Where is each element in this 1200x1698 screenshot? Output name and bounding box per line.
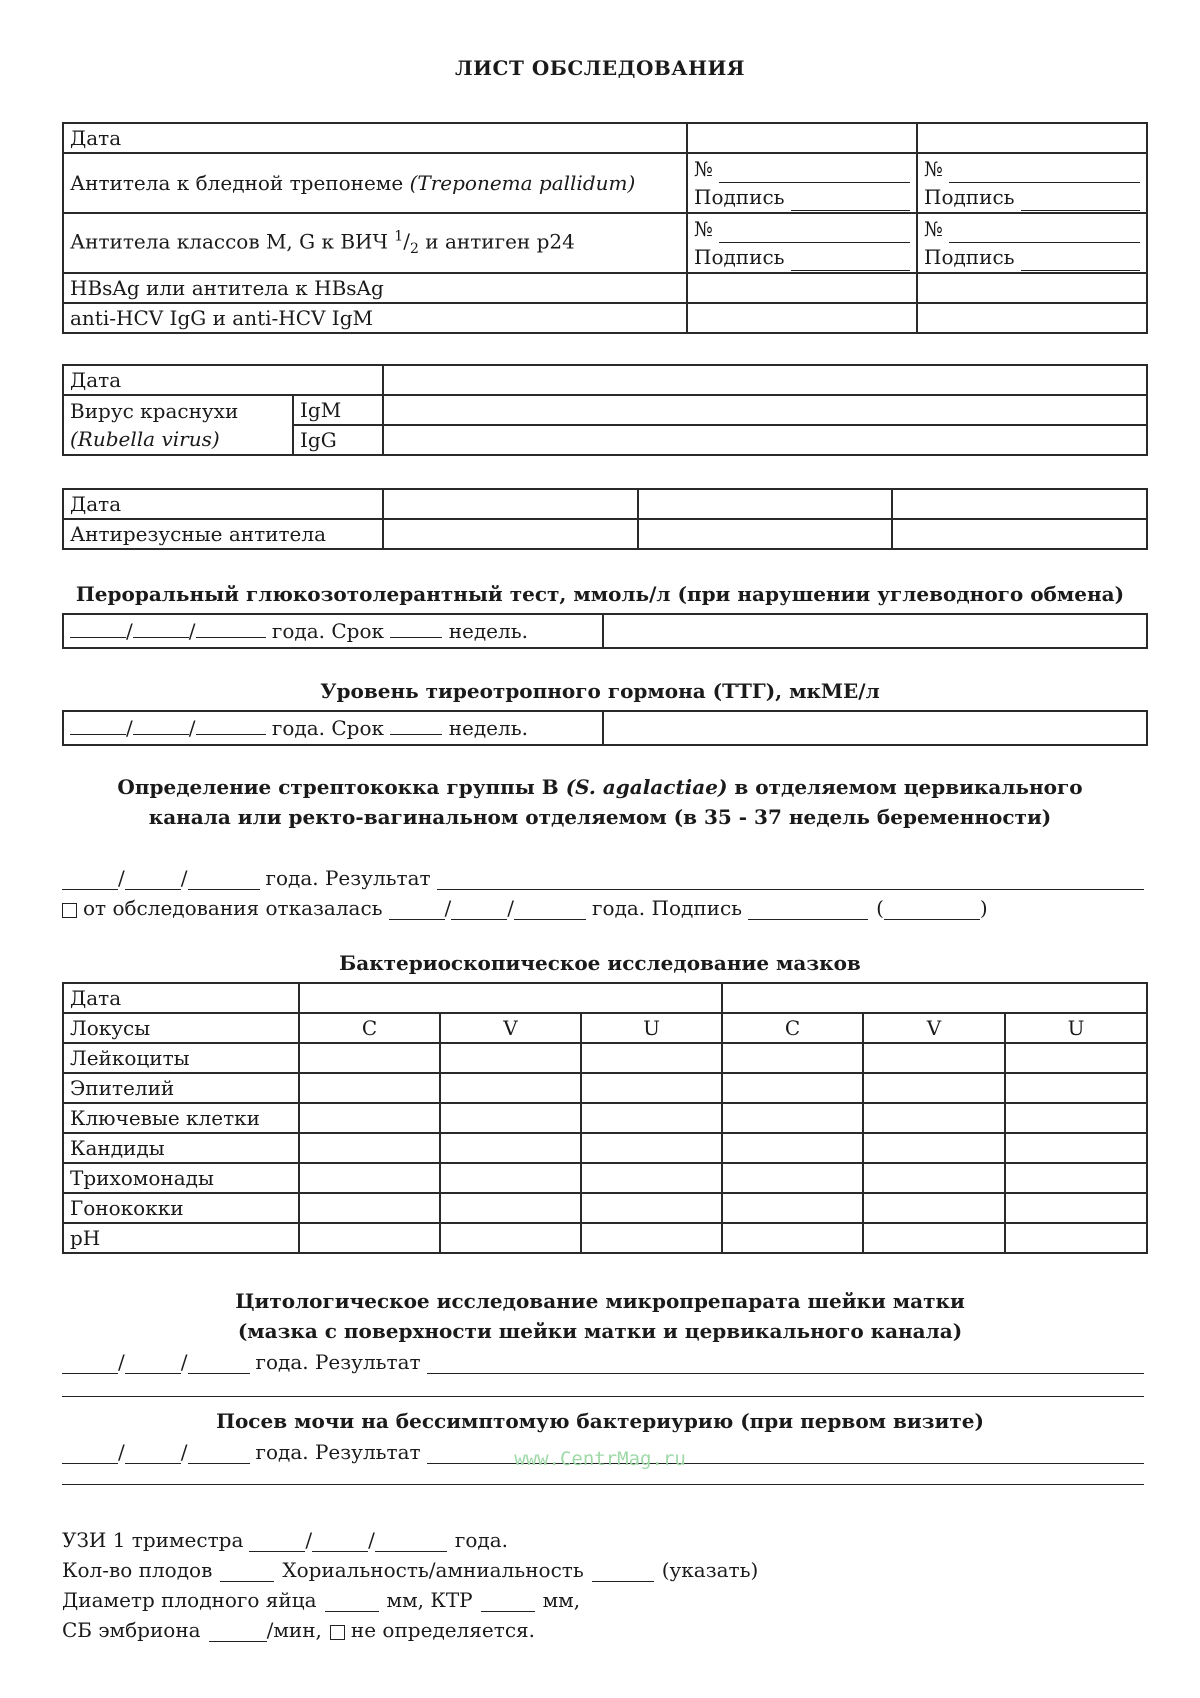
signature-label: Подпись (924, 185, 1015, 209)
signature-field[interactable] (791, 192, 910, 211)
date-cell[interactable] (299, 983, 722, 1013)
table-row (63, 153, 1147, 213)
row-label: pH (63, 1223, 299, 1253)
table-row (63, 213, 1147, 273)
fetus-count-field[interactable] (220, 1563, 274, 1582)
result-cell[interactable] (299, 1103, 440, 1133)
date-cell[interactable] (638, 489, 892, 519)
row-label: Гонококки (63, 1193, 299, 1223)
result-cell[interactable] (863, 1133, 1005, 1163)
date-cell[interactable] (383, 489, 638, 519)
result-cell[interactable] (603, 711, 1147, 745)
signature-label: Подпись (924, 245, 1015, 269)
strep-heading: Определение стрептококка группы В (S. agalactiae) в отделяемом цервикального канала или ректо-вагинальном отделяемом (в 35 - 37 недель беременности) (117, 775, 1083, 829)
result-cell[interactable] (722, 1193, 863, 1223)
cyto-extra-line[interactable] (62, 1396, 1144, 1397)
number-field[interactable] (949, 224, 1140, 243)
signature-name-field[interactable] (884, 901, 980, 920)
result-cell[interactable] (440, 1103, 581, 1133)
ktr-field[interactable] (481, 1593, 535, 1612)
per-minute-label: /мин, (266, 1618, 322, 1642)
number-label: № (694, 217, 713, 241)
igm-label: IgM (293, 395, 383, 425)
signature-label: Подпись (694, 185, 785, 209)
locus-label: Локусы (63, 1013, 299, 1043)
result-cell[interactable] (863, 1073, 1005, 1103)
mm-label: мм, (542, 1588, 581, 1612)
result-cell[interactable] (722, 1163, 863, 1193)
number-label: № (924, 217, 943, 241)
date-cell[interactable] (917, 123, 1147, 153)
result-cell[interactable] (440, 1043, 581, 1073)
signature-label: Подпись (694, 245, 785, 269)
result-cell[interactable] (687, 213, 917, 273)
result-cell[interactable] (581, 1103, 722, 1133)
result-cell[interactable] (299, 1133, 440, 1163)
ttg-table (62, 710, 1148, 746)
cyto-result-row: / / года. Результат (62, 1350, 1144, 1374)
result-cell[interactable] (581, 1073, 722, 1103)
chorionicity-field[interactable] (592, 1563, 654, 1582)
result-cell[interactable] (1005, 1223, 1147, 1253)
glucose-heading: Пероральный глюкозотолерантный тест, ммоль/л (при нарушении углеводного обмена) (75, 582, 1125, 606)
table-row (63, 123, 1147, 153)
month-field[interactable] (451, 901, 507, 920)
table-row (63, 1133, 1147, 1163)
result-cell[interactable] (299, 1193, 440, 1223)
result-cell[interactable] (299, 1073, 440, 1103)
sac-diameter-label: Диаметр плодного яйца (62, 1588, 317, 1612)
bacterio-heading: Бактериоскопическое исследование мазков (339, 951, 861, 975)
row-label: Трихомонады (63, 1163, 299, 1193)
result-cell[interactable] (863, 1043, 1005, 1073)
not-determined-label: не определяется. (350, 1618, 535, 1642)
result-cell[interactable] (581, 1193, 722, 1223)
locus-header: V (440, 1013, 581, 1043)
table-row (63, 519, 1147, 549)
heartbeat-label: СБ эмбриона (62, 1618, 201, 1642)
usi-line-3 (62, 1588, 580, 1612)
glucose-date-cell[interactable]: / / года. Срок недель. (63, 614, 603, 648)
result-cell[interactable] (687, 153, 917, 213)
fetus-count-label: Кол-во плодов (62, 1558, 213, 1582)
year-field[interactable] (188, 871, 260, 890)
result-cell[interactable] (722, 1103, 863, 1133)
rubella-label: Вирус краснухи (Rubella virus) (63, 395, 293, 455)
result-cell[interactable] (383, 519, 638, 549)
strep-refused-row: от обследования отказалась / / года. Подпись ( ) (62, 896, 988, 920)
row-label: Лейкоциты (63, 1043, 299, 1073)
result-cell[interactable] (863, 1193, 1005, 1223)
table-row (63, 1043, 1147, 1073)
year-suffix: года. (454, 1528, 509, 1552)
month-field[interactable] (125, 871, 181, 890)
result-cell[interactable] (917, 273, 1147, 303)
result-cell[interactable] (440, 1193, 581, 1223)
result-cell[interactable] (1005, 1103, 1147, 1133)
locus-header: U (1005, 1013, 1147, 1043)
treponema-label: Антитела к бледной трепонеме (Treponema pallidum) (63, 153, 687, 213)
result-cell[interactable] (440, 1133, 581, 1163)
specify-label: (указать) (661, 1558, 759, 1582)
year-field[interactable] (514, 901, 586, 920)
result-cell[interactable] (299, 1223, 440, 1253)
bacterio-table (62, 982, 1148, 1254)
table-row (63, 614, 1147, 648)
number-label: № (924, 157, 943, 181)
refused-checkbox[interactable] (62, 903, 77, 918)
result-cell[interactable] (917, 153, 1147, 213)
result-cell[interactable] (722, 1043, 863, 1073)
result-cell[interactable] (1005, 1193, 1147, 1223)
hcv-label: anti-HCV IgG и anti-HCV IgM (63, 303, 687, 333)
month-field[interactable] (312, 1533, 368, 1552)
result-cell[interactable] (299, 1163, 440, 1193)
antirhesus-label: Антирезусные антитела (63, 519, 383, 549)
paren-open: ( (876, 896, 884, 920)
signature-field[interactable] (1021, 192, 1140, 211)
result-cell[interactable] (722, 1223, 863, 1253)
result-cell[interactable] (863, 1223, 1005, 1253)
date-label: Дата (63, 983, 299, 1013)
urine-result-row: / / года. Результат (62, 1440, 1144, 1464)
table-row (63, 1103, 1147, 1133)
signature-field[interactable] (748, 901, 868, 920)
year-field[interactable] (375, 1533, 447, 1552)
glucose-table (62, 613, 1148, 649)
table-row (63, 395, 1147, 425)
locus-header: C (299, 1013, 440, 1043)
result-cell[interactable] (440, 1073, 581, 1103)
table-row (63, 303, 1147, 333)
signature-field[interactable] (1021, 252, 1140, 271)
page-title: ЛИСТ ОБСЛЕДОВАНИЯ (454, 56, 746, 80)
strep-result-row: / / года. Результат (62, 866, 1144, 890)
row-label: Ключевые клетки (63, 1103, 299, 1133)
date-cell[interactable] (892, 489, 1147, 519)
table-row (63, 983, 1147, 1013)
number-field[interactable] (949, 164, 1140, 183)
date-cell[interactable] (687, 123, 917, 153)
table-row (63, 1223, 1147, 1253)
table-row (63, 711, 1147, 745)
result-cell[interactable] (603, 614, 1147, 648)
result-cell[interactable] (581, 1223, 722, 1253)
result-cell[interactable] (722, 1073, 863, 1103)
ktr-label: мм, КТР (386, 1588, 473, 1612)
result-cell[interactable] (638, 519, 892, 549)
refused-label: от обследования отказалась (83, 896, 383, 920)
urine-heading: Посев мочи на бессимптомую бактериурию (при первом визите) (216, 1409, 984, 1433)
table-row (63, 273, 1147, 303)
result-cell[interactable] (917, 303, 1147, 333)
locus-header: U (581, 1013, 722, 1043)
result-cell[interactable] (440, 1163, 581, 1193)
year-field[interactable] (188, 1355, 250, 1374)
result-cell[interactable] (1005, 1043, 1147, 1073)
result-cell[interactable] (299, 1043, 440, 1073)
result-cell[interactable] (1005, 1073, 1147, 1103)
result-cell[interactable] (917, 213, 1147, 273)
result-cell[interactable] (581, 1133, 722, 1163)
chorionicity-label: Хориальность/амниальность (282, 1558, 584, 1582)
month-field[interactable] (125, 1355, 181, 1374)
table-row (63, 1073, 1147, 1103)
result-field[interactable] (427, 1355, 1144, 1374)
result-cell[interactable] (383, 395, 1147, 425)
table-row (63, 365, 1147, 395)
hbsag-label: HBsAg или антитела к HBsAg (63, 273, 687, 303)
number-field[interactable] (719, 164, 910, 183)
signature-label: года. Подпись (592, 896, 743, 920)
urine-extra-line[interactable] (62, 1484, 1144, 1485)
result-cell[interactable] (687, 303, 917, 333)
watermark: www.CentrMag.ru (514, 1448, 686, 1470)
result-cell[interactable] (383, 425, 1147, 455)
not-determined-checkbox[interactable] (330, 1625, 345, 1640)
day-field[interactable] (62, 871, 118, 890)
infections-table (62, 122, 1148, 334)
usi-line-4 (62, 1618, 535, 1642)
result-label: года. Результат (265, 866, 431, 890)
table-row (63, 489, 1147, 519)
ttg-date-cell[interactable]: / / года. Срок недель. (63, 711, 603, 745)
result-cell[interactable] (1005, 1133, 1147, 1163)
usi-line-1: УЗИ 1 триместра / / года. (62, 1528, 509, 1552)
table-row (63, 1013, 1147, 1043)
usi-line-2 (62, 1558, 758, 1582)
ttg-heading: Уровень тиреотропного гормона (ТТГ), мкМЕ/л (320, 679, 880, 703)
number-label: № (694, 157, 713, 181)
result-label: года. Результат (255, 1350, 421, 1374)
day-field[interactable] (249, 1533, 305, 1552)
date-label: Дата (63, 123, 687, 153)
result-cell[interactable] (1005, 1163, 1147, 1193)
signature-field[interactable] (791, 252, 910, 271)
hiv-label: Антитела классов М, G к ВИЧ $^1/_2$ и антиген р24 (63, 213, 687, 273)
result-cell[interactable] (863, 1103, 1005, 1133)
date-cell[interactable] (722, 983, 1147, 1013)
igg-label: IgG (293, 425, 383, 455)
table-row (63, 1163, 1147, 1193)
result-cell[interactable] (581, 1163, 722, 1193)
result-label: года. Результат (255, 1440, 421, 1464)
rubella-table (62, 364, 1148, 456)
table-row (63, 1193, 1147, 1223)
result-cell[interactable] (687, 273, 917, 303)
cyto-heading: Цитологическое исследование микропрепарата шейки матки (мазка с поверхности шейки матки и цервикального канала) (235, 1289, 965, 1343)
date-label: Дата (63, 365, 383, 395)
locus-header: V (863, 1013, 1005, 1043)
result-cell[interactable] (863, 1163, 1005, 1193)
sac-diameter-field[interactable] (325, 1593, 379, 1612)
result-cell[interactable] (581, 1043, 722, 1073)
day-field[interactable] (62, 1355, 118, 1374)
day-field[interactable] (389, 901, 445, 920)
result-cell[interactable] (440, 1223, 581, 1253)
antirhesus-table (62, 488, 1148, 550)
date-label: Дата (63, 489, 383, 519)
usi-label: УЗИ 1 триместра (62, 1528, 244, 1552)
heartbeat-field[interactable] (209, 1623, 267, 1642)
result-cell[interactable] (892, 519, 1147, 549)
locus-header: C (722, 1013, 863, 1043)
row-label: Эпителий (63, 1073, 299, 1103)
paren-close: ) (979, 896, 988, 920)
number-field[interactable] (719, 224, 910, 243)
result-cell[interactable] (722, 1133, 863, 1163)
row-label: Кандиды (63, 1133, 299, 1163)
date-cell[interactable] (383, 365, 1147, 395)
result-field[interactable] (437, 871, 1144, 890)
